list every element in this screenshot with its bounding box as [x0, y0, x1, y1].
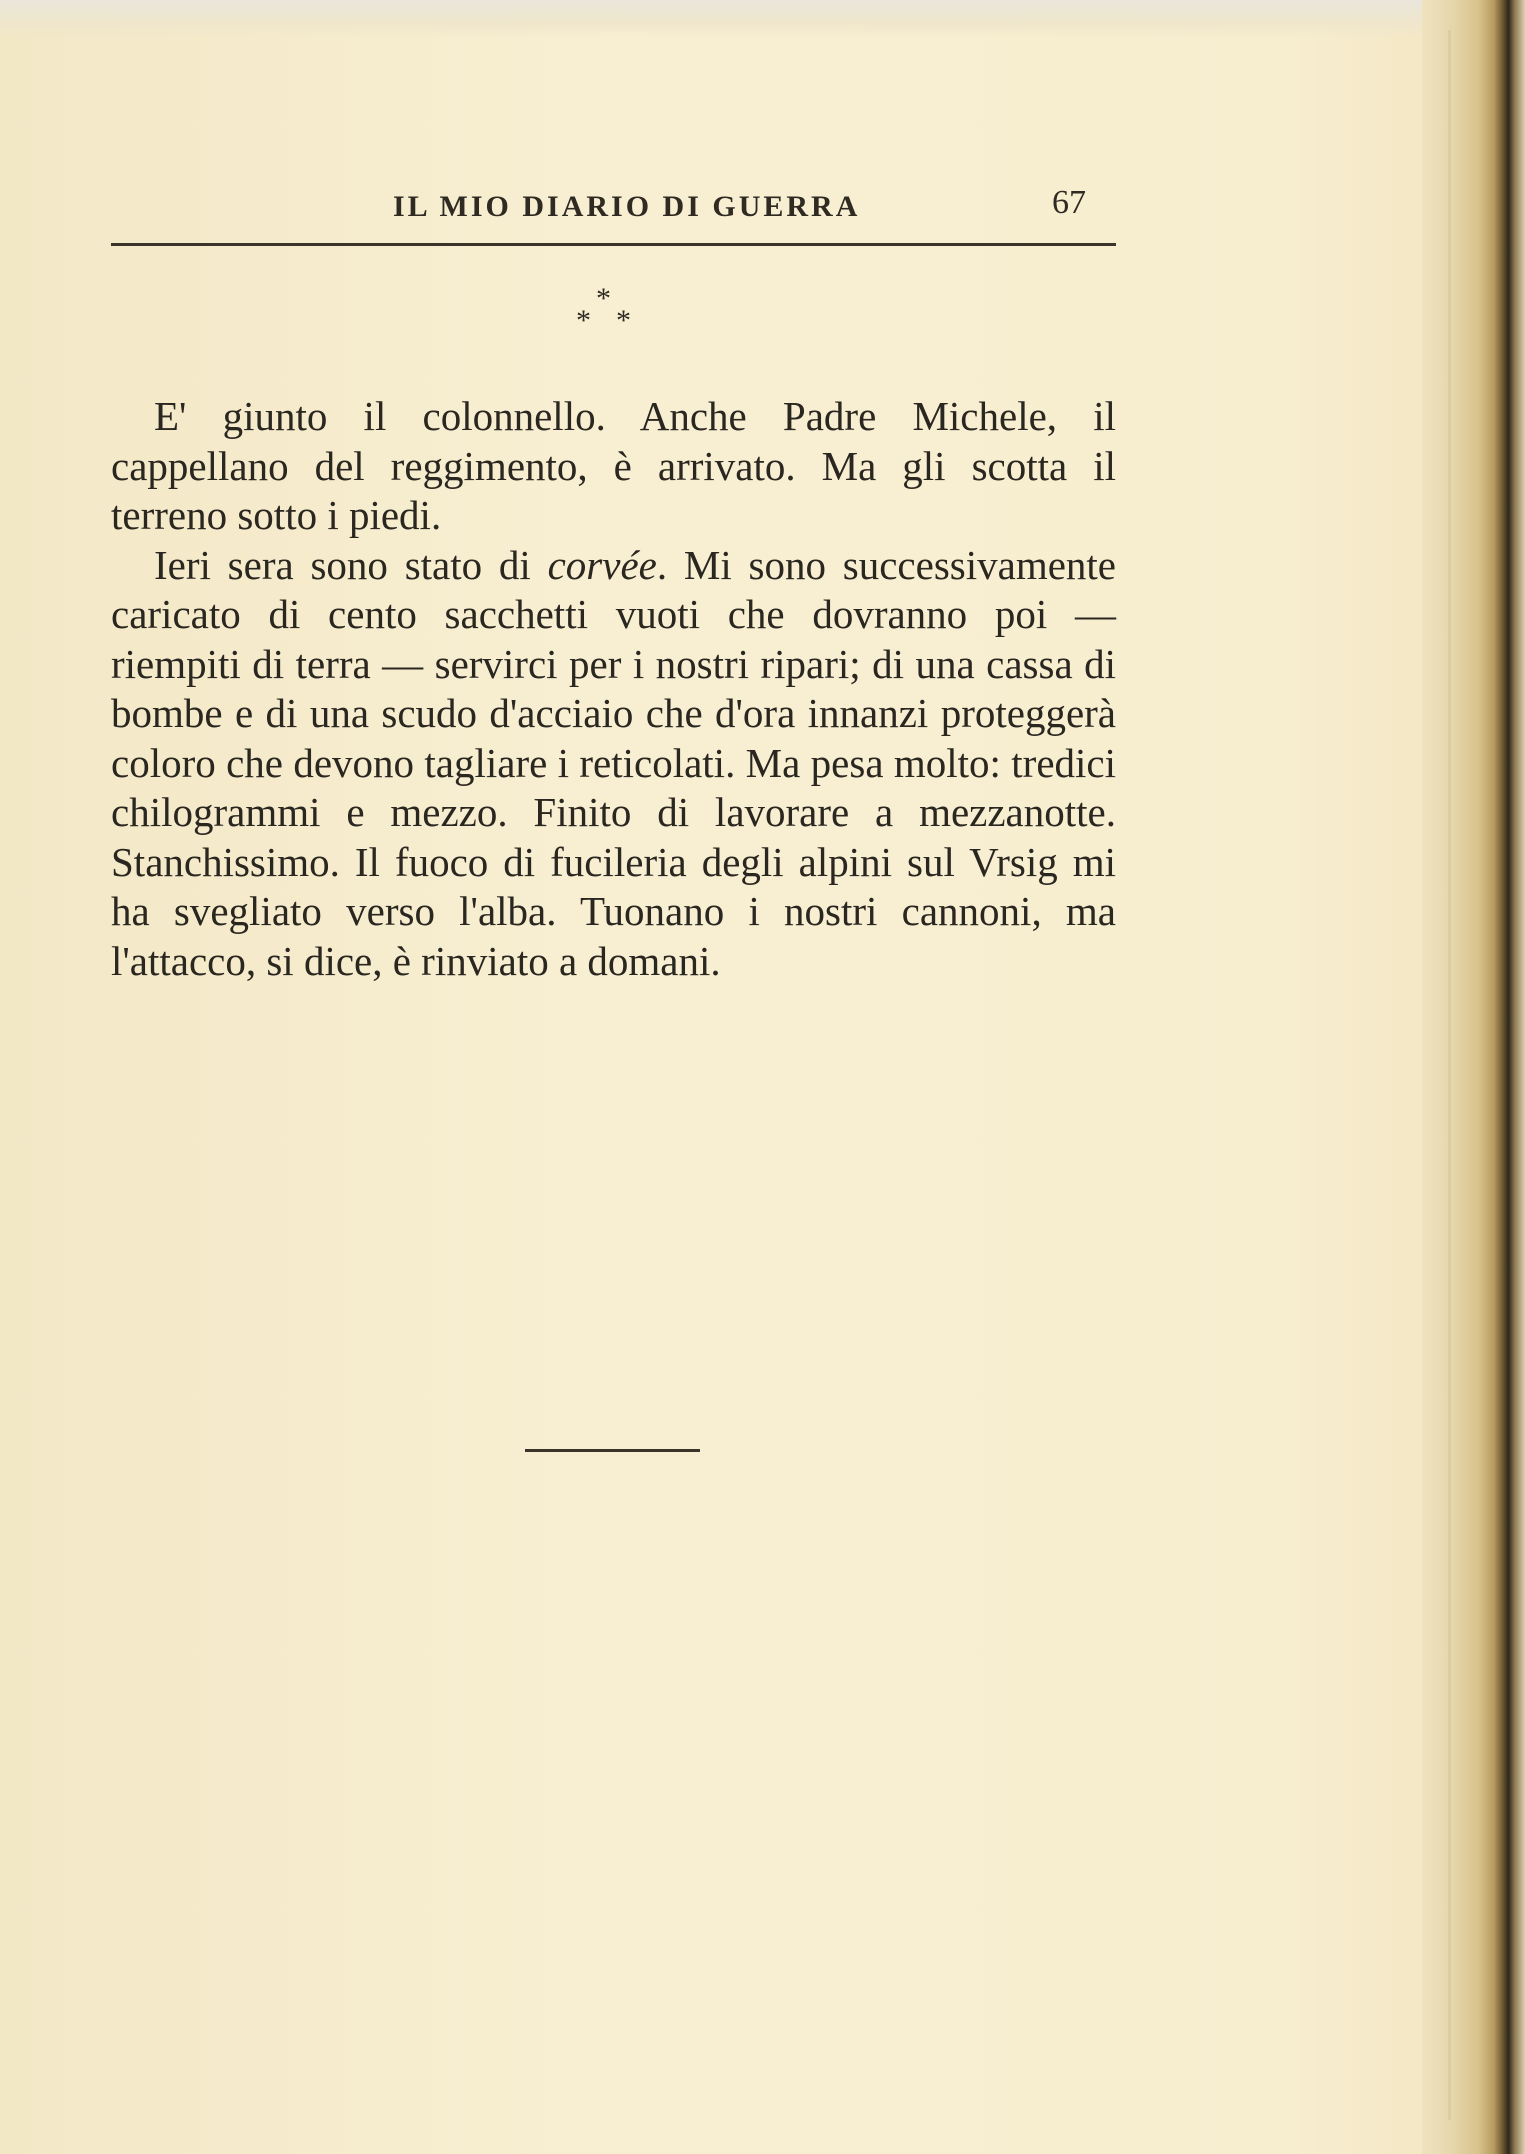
- body-text: [111, 392, 1116, 986]
- header-rule: [111, 243, 1116, 246]
- asterism-left-star: *: [576, 304, 591, 337]
- running-title: IL MIO DIARIO DI GUERRA: [393, 190, 861, 223]
- end-rule: [525, 1449, 700, 1452]
- page-number: 67: [1052, 184, 1086, 221]
- book-spine-shadow: [1422, 0, 1525, 2154]
- page-header: [111, 178, 1116, 238]
- paragraph-1: E' giunto il colonnello. Anche Padre Michele, il cappellano del reggimento, è arrivato. Ma gli scotta il terreno sotto i piedi.: [111, 393, 1116, 538]
- asterism-top-star: *: [596, 282, 611, 315]
- page-edge-line: [1448, 30, 1451, 2120]
- paragraph-2-start: Ieri sera sono stato di: [154, 541, 548, 588]
- asterism-right-star: *: [616, 304, 631, 337]
- paragraph-2: [111, 541, 1116, 987]
- asterism-separator: [560, 282, 650, 352]
- paragraph-2-rest: . Mi sono successivamente caricato di cento sacchetti vuoti che dovranno poi — riempiti di terra — servirci per i nostri ripari; di una cassa di bombe e di una scudo d'acciaio che d'ora innanzi proteggerà coloro che devono tagliare i reticolati. Ma pesa molto: tredici chilogrammi e mezzo. Finito di lavorare a mezzanotte. Stanchissimo. Il fuoco di fucileria degli alpini sul Vrsig mi ha svegliato verso l'alba. Tuonano i nostri cannoni, ma l'attacco, si dice, è rinviato a domani.: [111, 541, 1116, 984]
- paragraph-2-italic-word: corvée: [547, 541, 657, 588]
- scan-top-shadow: [0, 0, 1525, 38]
